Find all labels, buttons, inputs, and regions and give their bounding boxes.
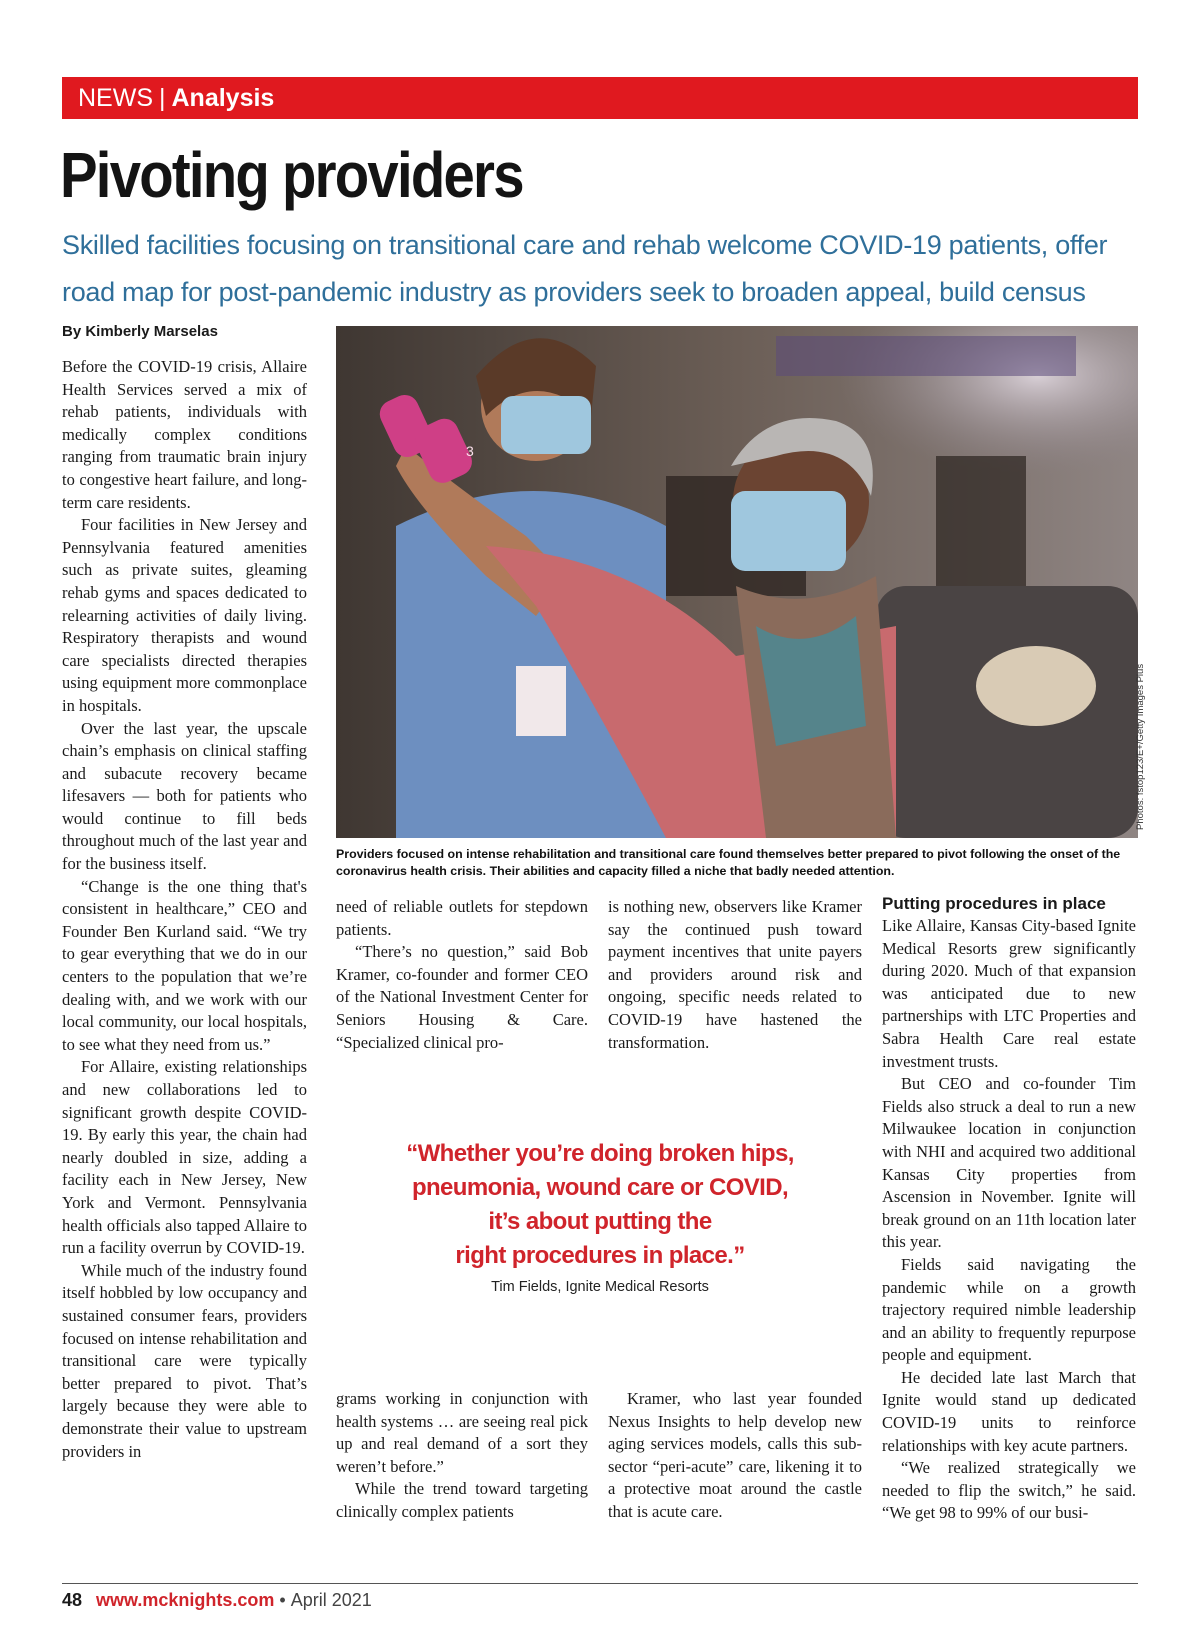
article-photo	[336, 326, 1138, 838]
photo-credit: Photos: fstop123/E+/Getty Images Plus	[1135, 663, 1146, 830]
section-label: NEWS	[78, 84, 153, 112]
dumbbell-weight-label: 3	[466, 443, 474, 459]
headline: Pivoting providers	[60, 139, 523, 211]
paragraph: But CEO and co-founder Tim Fields also struck a deal to run a new Milwaukee location in conjunction with NHI and acquired two additional Kansas City properties from Ascension in November. Ignite will break ground on an 11th location later this year.	[882, 1074, 1136, 1252]
column-4	[882, 893, 1136, 1525]
paragraph: is nothing new, observers like Kramer say the continued push toward payment incentives that unite payers and providers around risk and ongoing, specific needs related to COVID-19 have hastened the transformation.	[608, 897, 862, 1052]
column-1	[62, 356, 307, 1463]
paragraph: While much of the industry found itself hobbled by low occupancy and sustained consumer fears, providers focused on intense rehabilitation and transitional care were typically better prepared to pivot. That’s largely because they were able to demonstrate their value to upstream providers in	[62, 1260, 307, 1461]
paragraph: Four facilities in New Jersey and Pennsylvania featured amenities such as private suites, gleaming rehab gyms and spaces dedicated to relearning activities of daily living. Respiratory therapists and wound care specialists directed therapies using equipment more commonplace in hospitals.	[62, 515, 307, 715]
footer-rule	[62, 1583, 1138, 1584]
paragraph: Kramer, who last year founded Nexus Insights to help develop new aging services models, calls this sub-sector “peri-acute” care, likening it to a protective moat around the castle that is acute care.	[608, 1389, 862, 1521]
paragraph: need of reliable outlets for stepdown patients.	[336, 897, 588, 939]
paragraph: Before the COVID-19 crisis, Allaire Health Services served a mix of rehab patients, individuals with medically complex conditions ranging from traumatic brain injury to congestive heart failure, and long-term care residents.	[62, 357, 307, 512]
footer-bullet: •	[279, 1590, 286, 1610]
column-2-top	[336, 896, 588, 1054]
paragraph: “We realized strategically we needed to flip the switch,” he said. “We get 98 to 99% of our busi-	[882, 1458, 1136, 1523]
paragraph: “Change is the one thing that's consistent in healthcare,” CEO and Founder Ben Kurland said. “We try to gear everything that we do in our centers to the population that we’re dealing with, and we work with our local community, our local hospitals, to see what they need from us.”	[62, 876, 307, 1054]
deck: Skilled facilities focusing on transitional care and rehab welcome COVID-19 patients, offer road map for post-pandemic industry as providers seek to broaden appeal, build census	[62, 230, 1108, 307]
footer	[62, 1590, 372, 1611]
paragraph: “There’s no question,” said Bob Kramer, co-founder and former CEO of the National Investment Center for Seniors Housing & Care. “Specialized clinical pro-	[336, 942, 588, 1052]
paragraph: Like Allaire, Kansas City-based Ignite Medical Resorts grew significantly during 2020. Much of that expansion was anticipated due to new partnerships with LTC Properties and Sabra Health Care real estate investment trusts.	[882, 916, 1136, 1071]
byline: By Kimberly Marselas	[62, 323, 218, 340]
page-number: 48	[62, 1590, 83, 1610]
issue-date: April 2021	[290, 1590, 372, 1610]
pull-quote-attribution: Tim Fields, Ignite Medical Resorts	[491, 1279, 709, 1295]
photo-caption: Providers focused on intense rehabilitation and transitional care found themselves better prepared to pivot following the onset of the coronavirus health crisis. Their abilities and capacity filled a niche that badly needed attention.	[336, 847, 1121, 878]
pull-quote	[350, 1137, 850, 1295]
paragraph: grams working in conjunction with health systems … are seeing real pick up and real demand of a sort they weren’t before.”	[336, 1389, 588, 1476]
pull-quote-text: “Whether you’re doing broken hips, pneumonia, wound care or COVID, it’s about putting the right procedures in place.”	[406, 1140, 794, 1269]
paragraph: While the trend toward targeting clinically complex patients	[336, 1479, 588, 1521]
column-3-top	[608, 896, 862, 1054]
section-banner	[62, 77, 1138, 119]
subsection-label: Analysis	[171, 84, 275, 112]
subhead: Putting procedures in place	[882, 894, 1106, 913]
section-separator: |	[159, 84, 166, 112]
column-3-bottom	[608, 1388, 862, 1524]
website-link[interactable]: www.mcknights.com	[96, 1590, 275, 1610]
column-2-bottom	[336, 1388, 588, 1524]
paragraph: For Allaire, existing relationships and new collaborations led to significant growth despite COVID-19. By early this year, the chain had nearly doubled in size, adding a facility each in New Jersey, New York and Vermont. Pennsylvania health officials also tapped Allaire to run a facility overrun by COVID-19.	[62, 1057, 307, 1258]
paragraph: Over the last year, the upscale chain’s emphasis on clinical staffing and subacute recovery became lifesavers — both for patients who would continue to fill beds throughout much of the last year and for the business itself.	[62, 718, 307, 874]
paragraph: He decided late last March that Ignite would stand up dedicated COVID-19 units to reinforce relationships with key acute partners.	[882, 1367, 1136, 1455]
paragraph: Fields said navigating the pandemic while on a growth trajectory required nimble leadership and an ability to frequently repurpose people and equipment.	[882, 1254, 1136, 1365]
photo-illustration	[336, 326, 1138, 838]
